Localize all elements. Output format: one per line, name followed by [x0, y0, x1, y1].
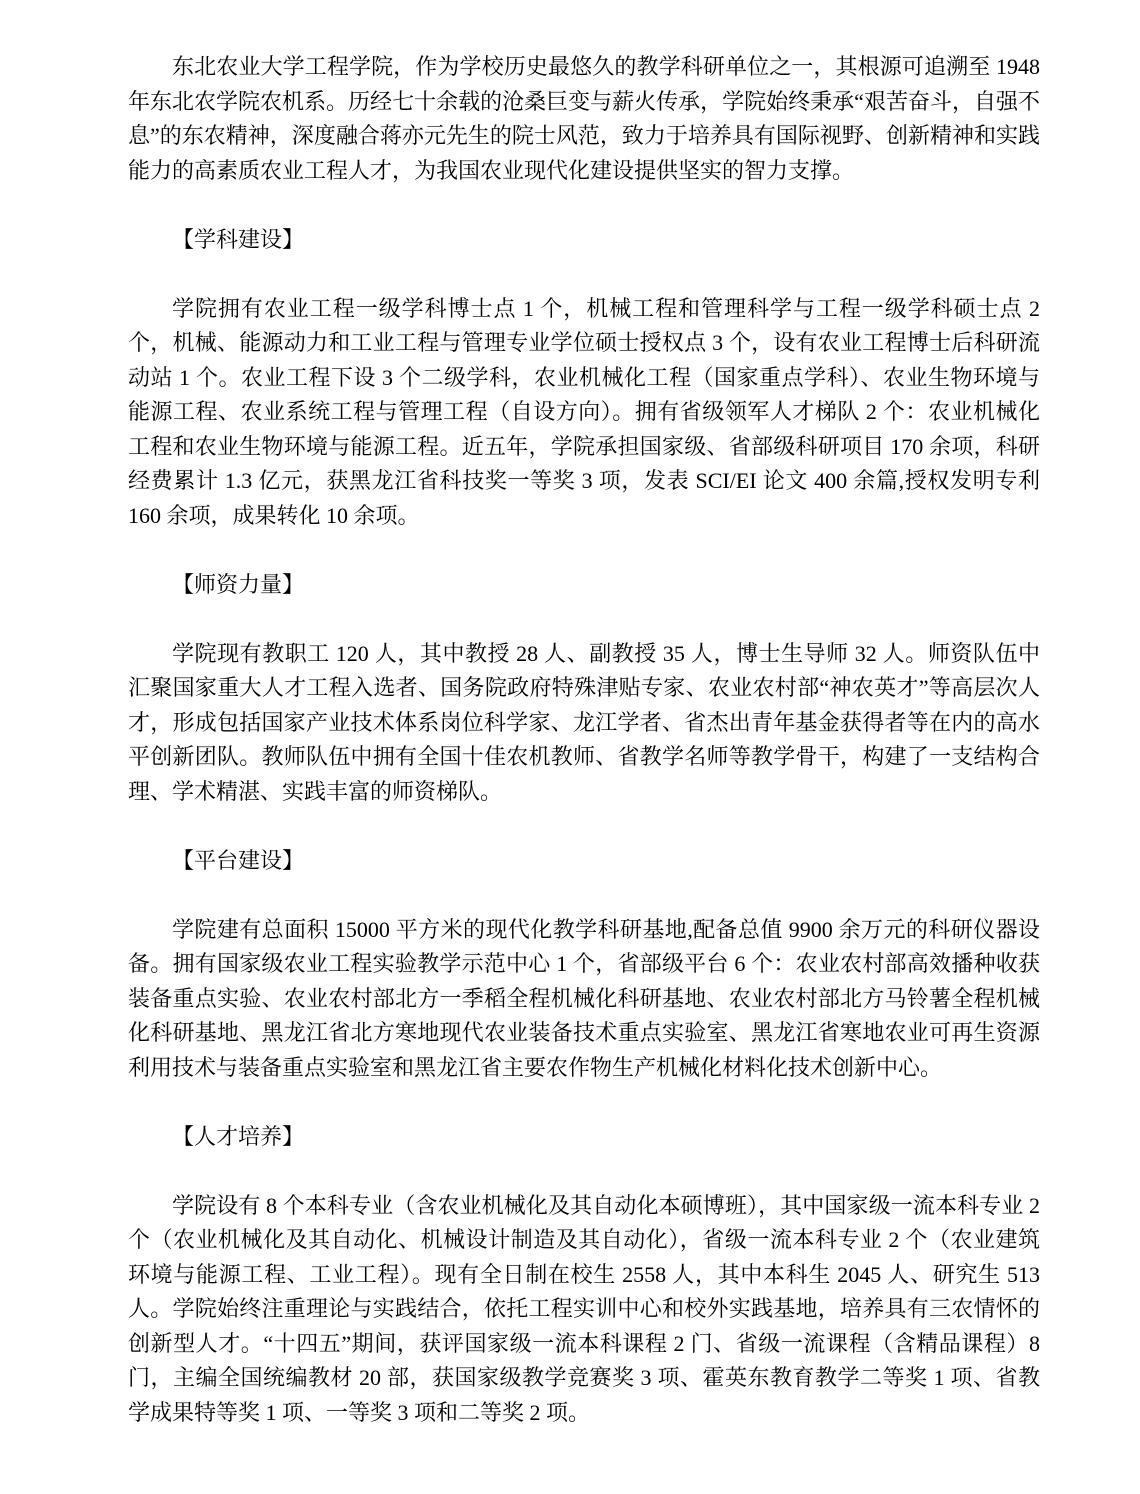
- paragraph-platform-construction: 学院建有总面积 15000 平方米的现代化教学科研基地,配备总值 9900 余万元的科研仪器设备。拥有国家级农业工程实验教学示范中心 1 个，省部级平台 6 个：农业农村部高效播种收获装备重点实验、农业农村部北方一季稻全程机械化科研基地、农业农村部北方马铃薯全程机械化科研基地、黑龙江省北方寒地现代农业装备技术重点实验室、黑龙江省寒地农业可再生资源利用技术与装备重点实验室和黑龙江省主要农作物生产机械化材料化技术创新中心。: [128, 916, 1040, 1080]
- section-heading-talent-cultivation: 【人才培养】: [172, 1123, 305, 1149]
- paragraph-talent-cultivation: 学院设有 8 个本科专业（含农业机械化及其自动化本硕博班），其中国家级一流本科专业 2 个（农业机械化及其自动化、机械设计制造及其自动化），省级一流本科专业 2 个（农业建筑环境与能源工程、工业工程）。现有全日制在校生 2558 人，其中本科生 2045 人、研究生 513 人。学院始终注重理论与实践结合，依托工程实训中心和校外实践基地，培养具有三农情怀的创新型人才。“十四五”期间，获评国家级一流本科课程 2 门、省级一流课程（含精品课程）8 门，主编全国统编教材 20 部，获国家级教学竞赛奖 3 项、霍英东教育教学二等奖 1 项、省教学成果特等奖 1 项、一等奖 3 项和二等奖 2 项。: [128, 1192, 1040, 1425]
- intro-paragraph: 东北农业大学工程学院，作为学校历史最悠久的教学科研单位之一，其根源可追溯至 1948 年东北农学院农机系。历经七十余载的沧桑巨变与薪火传承，学院始终秉承“艰苦奋斗，自强不息”的东农精神，深度融合蒋亦元先生的院士风范，致力于培养具有国际视野、创新精神和实践能力的高素质农业工程人才，为我国农业现代化建设提供坚实的智力支撑。: [128, 54, 1040, 183]
- paragraph-faculty-strength: 学院现有教职工 120 人，其中教授 28 人、副教授 35 人，博士生导师 32 人。师资队伍中汇聚国家重大人才工程入选者、国务院政府特殊津贴专家、农业农村部“神农英才”等高层次人才，形成包括国家产业技术体系岗位科学家、龙江学者、省杰出青年基金获得者等在内的高水平创新团队。教师队伍中拥有全国十佳农机教师、省教学名师等教学骨干，构建了一支结构合理、学术精湛、实践丰富的师资梯队。: [128, 640, 1040, 804]
- paragraph-discipline-construction: 学院拥有农业工程一级学科博士点 1 个，机械工程和管理科学与工程一级学科硕士点 2 个，机械、能源动力和工业工程与管理专业学位硕士授权点 3 个，设有农业工程博士后科研流动站 1 个。农业工程下设 3 个二级学科，农业机械化工程（国家重点学科）、农业生物环境与能源工程、农业系统工程与管理工程（自设方向）。拥有省级领军人才梯队 2 个：农业机械化工程和农业生物环境与能源工程。近五年，学院承担国家级、省部级科研项目 170 余项，科研经费累计 1.3 亿元，获黑龙江省科技奖一等奖 3 项，发表 SCI/EI 论文 400 余篇,授权发明专利 160 余项，成果转化 10 余项。: [128, 295, 1040, 528]
- section-heading-discipline-construction: 【学科建设】: [172, 226, 305, 252]
- section-heading-platform-construction: 【平台建设】: [172, 847, 305, 873]
- section-heading-faculty-strength: 【师资力量】: [172, 571, 305, 597]
